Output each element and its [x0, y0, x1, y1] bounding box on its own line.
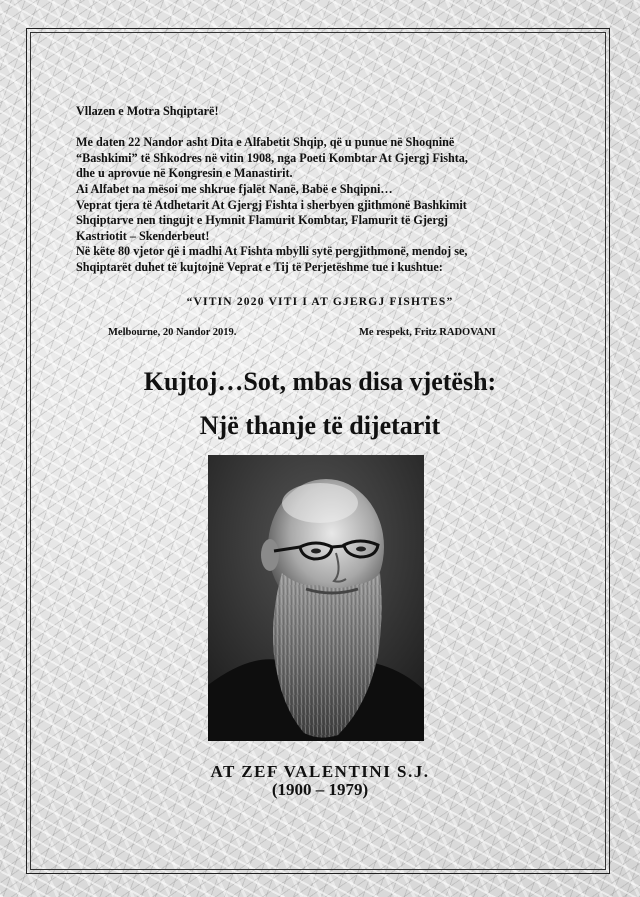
heading-scholar-quote: Një thanje të dijetarit — [199, 411, 441, 440]
letter-line: Në këte 80 vjetor që i madhi At Fishta mbylli sytë pergjithmonë, mendoj se, — [76, 244, 468, 259]
motto-line: “VITIN 2020 VITI I AT GJERGJ FISHTES” — [186, 296, 454, 308]
heading-remember: Kujtoj…Sot, mbas disa vjetësh: — [143, 367, 497, 396]
portrait-caption-name: AT ZEF VALENTINI S.J. — [210, 762, 430, 781]
letter-line: Shqiptarve nen tingujt e Hymnit Flamurit Kombtar, Flamurit të Gjergj — [76, 213, 448, 228]
portrait-photo — [208, 455, 424, 741]
paragraph-gap — [76, 120, 576, 136]
letter-salutation: Vllazen e Motra Shqiptarë! — [76, 104, 219, 118]
letter-line: Me daten 22 Nandor asht Dita e Alfabetit Shqip, që u punue në Shoqninë — [76, 135, 455, 150]
letter-body — [76, 104, 576, 276]
signature: Me respekt, Fritz RADOVANI — [359, 327, 496, 338]
place-date: Melbourne, 20 Nandor 2019. — [108, 327, 237, 338]
letter-line: dhe u aprovue në Kongresin e Manastirit. — [76, 166, 293, 181]
letter-line: Kastriotit – Skenderbeut! — [76, 228, 210, 243]
portrait-illustration — [208, 455, 424, 741]
letter-line: Shqiptarët duhet të kujtojnë Veprat e Tij të Perjetëshme tue i kushtue: — [76, 259, 443, 274]
letter-line: “Bashkimi” të Shkodres në vitin 1908, nga Poeti Kombtar At Gjergj Fishta, — [76, 150, 468, 165]
portrait-caption-years: (1900 – 1979) — [271, 780, 369, 799]
letter-line: Ai Alfabet na mësoi me shkrue fjalët Nanë, Babë e Shqipni… — [76, 181, 393, 196]
letter-line: Veprat tjera të Atdhetarit At Gjergj Fishta i sherbyen gjithmonë Bashkimit — [76, 197, 467, 212]
